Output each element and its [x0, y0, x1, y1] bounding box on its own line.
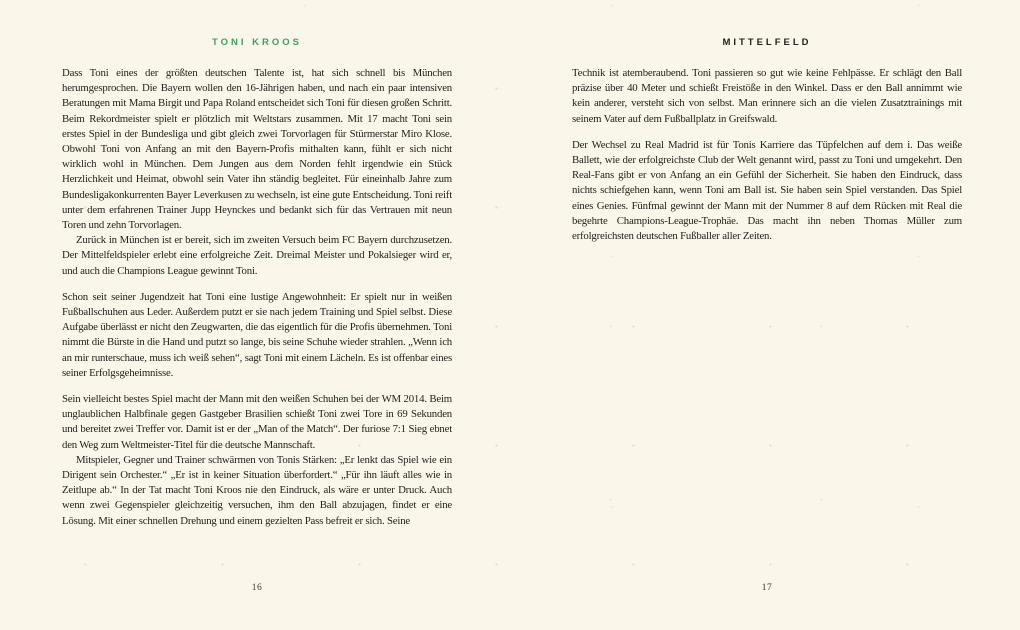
paragraph: Schon seit seiner Jugendzeit hat Toni eine lustige Angewohnheit: Er spielt nur in weißen Fußballschuhen aus Leder. Außerdem putzt er sie nach jedem Training und Spiel selbst. Diese Aufgabe überlässt er nicht den Zeugwarten, die das eigentlich für die Profis übernehmen. Toni nimmt die Bürste in die Hand und putzt so lange, bis seine Schuhe wieder strahlen. „Wenn ich an mir runterschaue, muss ich weiß sehen“, sagt Toni mit einem Lächeln. Es ist offenbar eines seiner Erfolgsgeheimnisse.: [62, 290, 452, 379]
paragraph: Dass Toni eines der größten deutschen Talente ist, hat sich schnell bis München herumgesprochen. Die Bayern wollen den 16-Jährigen haben, und nach ein paar intensiven Beratungen mit Mama Birgit und Papa Roland entscheidet sich Toni für diesen großen Schritt. Beim Rekordmeister spielt er plötzlich mit Weltstars zusammen. Mit 17 macht Toni sein erstes Spiel in der Bundesliga und gibt gleich zwei Torvorlagen für Stürmerstar Miro Klose. Obwohl Toni von Anfang an mit den Bayern-Profis mithalten kann, fühlt er sich nicht wirklich wohl in München. Dem Jungen aus dem Norden fehlt irgendwie ein Stück Herzlichkeit und Heimat, obwohl sein Vater ihn ständig begleitet. Für eineinhalb Jahre zum Bundesligakonkurrenten Bayer Leverkusen zu wechseln, ist eine gute Entscheidung. Toni reift unter dem erfahrenen Trainer Jupp Heynckes und bedankt sich für das Vertrauen mit neun Toren und zehn Torvorlagen.: [62, 67, 452, 232]
paragraph: Sein vielleicht bestes Spiel macht der Mann mit den weißen Schuhen bei der WM 2014. Beim unglaublichen Halbfinale gegen Gastgeber Brasilien schießt Toni zwei Tore in 69 Sekunden und bereitet zwei Treffer vor. Damit ist er der „Man of the Match“. Der furiose 7:1 Sieg ebnet den Weg zum Weltmeister-Titel für die deutsche Mannschaft.: [62, 393, 452, 451]
page-right: [510, 0, 1020, 630]
running-header-right: MITTELFELD: [722, 37, 812, 48]
running-header-left: TONI KROOS: [212, 37, 302, 48]
body-text-left: [62, 66, 452, 529]
body-text-right: [572, 66, 962, 244]
paragraph: Mitspieler, Gegner und Trainer schwärmen von Tonis Stärken: „Er lenkt das Spiel wie ein Dirigent sein Orchester.“ „Er ist in keiner Situation überfordert.“ „Für ihn läuft alles wie in Zeitlupe ab.“ In der Tat macht Toni Kroos nie den Eindruck, als wäre er unter Druck. Auch wenn zwei Gegenspieler gleichzeitig versuchen, ihm den Ball abzujagen, findet er eine Lösung. Mit einer schnellen Drehung und einem gezielten Pass befreit er sich. Seine: [62, 453, 452, 527]
page-number-left: 16: [251, 583, 263, 593]
page-number-right: 17: [761, 583, 773, 593]
paragraph: Technik ist atemberaubend. Toni passieren so gut wie keine Fehlpässe. Er schlägt den Ball präzise über 40 Meter und schießt Freistöße in den Winkel. Dass er den Ball annimmt wie kein anderer, versteht sich von selbst. Man erinnere sich an die vielen Zusatztrainings mit seinem Vater auf dem Fußballplatz in Greifswald.: [572, 67, 962, 125]
paragraph: Zurück in München ist er bereit, sich im zweiten Versuch beim FC Bayern durchzusetzen. Der Mittelfeldspieler erlebt eine erfolgreiche Zeit. Dreimal Meister und Pokalsieger wird er, und auch die Champions League gewinnt Toni.: [62, 234, 452, 277]
paragraph: Der Wechsel zu Real Madrid ist für Tonis Karriere das Tüpfelchen auf dem i. Das weiße Ballett, wie der erfolgreichste Club der Welt genannt wird, passt zu Toni und umgekehrt. Den Real-Fans gibt er von Anfang an ein Gefühl der Sicherheit. Sie haben den Eindruck, dass nichts schiefgehen kann, wenn Toni am Ball ist. Sie haben sein Spiel verstanden. Das Spiel eines Genies. Fünfmal gewinnt der Mann mit der Nummer 8 auf dem Rücken mit Real die begehrte Champions-League-Trophäe. Das macht ihn neben Thomas Müller zum erfolgreichsten deutschen Fußballer aller Zeiten.: [572, 138, 962, 243]
